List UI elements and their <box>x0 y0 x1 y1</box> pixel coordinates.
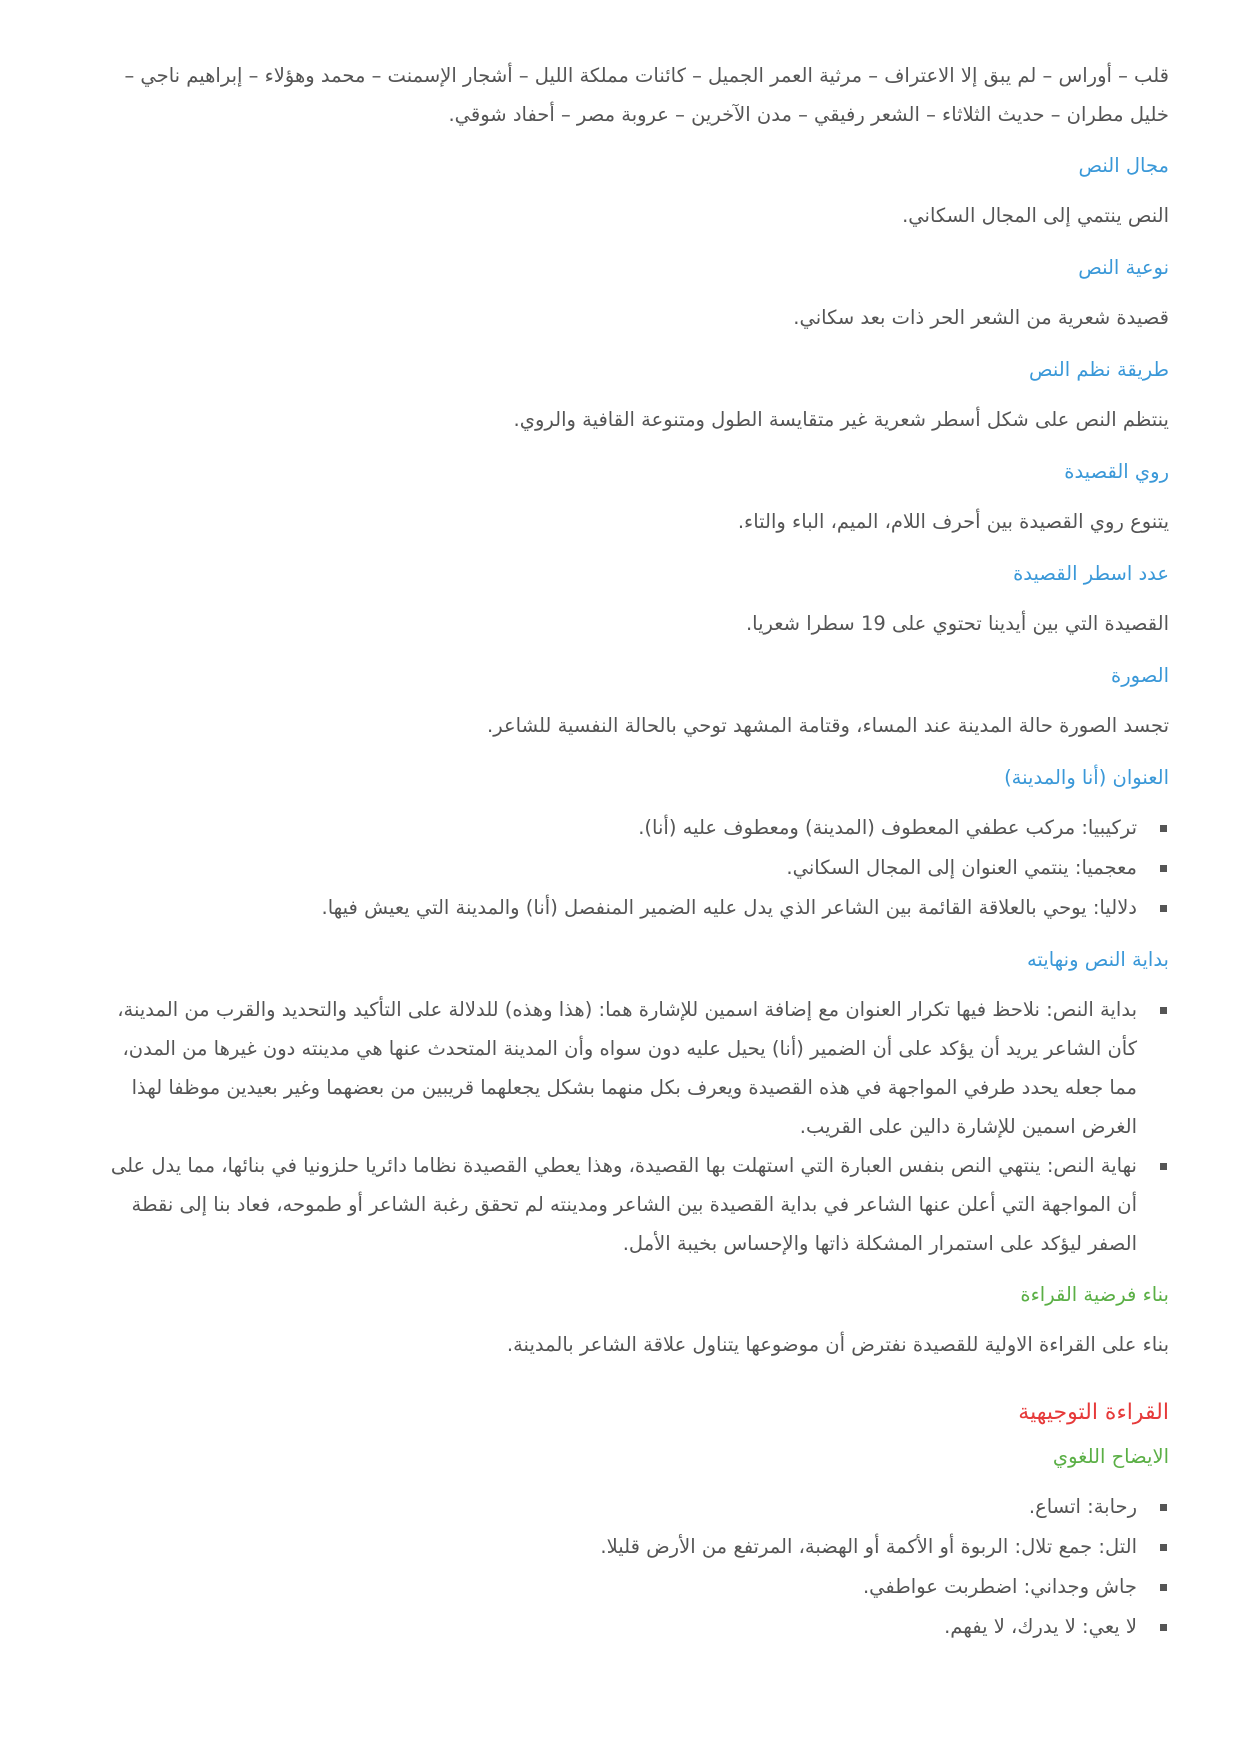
list-item <box>96 1487 1169 1527</box>
title-analysis-list <box>96 808 1169 928</box>
list-item <box>96 848 1169 888</box>
square-bullet-icon <box>1160 1584 1167 1591</box>
list-item-text: التل: جمع تلال: الربوة أو الأكمة أو الهضبة، المرتفع من الأرض قليلا. <box>600 1535 1137 1558</box>
guided-reading-heading: القراءة التوجيهية <box>1018 1400 1169 1425</box>
square-bullet-icon <box>1160 1624 1167 1631</box>
list-item <box>96 1146 1169 1263</box>
list-item-text: معجميا: ينتمي العنوان إلى المجال السكاني. <box>786 856 1137 879</box>
list-item <box>96 888 1169 928</box>
list-item-text: نهاية النص: ينتهي النص بنفس العبارة التي استهلت بها القصيدة، وهذا يعطي القصيدة نظاما دائريا حلزونيا في بنائها، مما يدل على أن المواجهة التي أعلن عنها الشاعر في بداية القصيدة بين الشاعر ومدينته لم تحقق رغبة الشاعر أو طموحه، فعاد بنا إلى نقطة الصفر ليؤكد على استمرار المشكلة ذاتها والإحساس بخيبة الأمل. <box>110 1154 1137 1255</box>
title-heading: العنوان (أنا والمدينة) <box>1004 766 1169 789</box>
list-item-text: جاش وجداني: اضطربت عواطفي. <box>862 1575 1137 1598</box>
list-item-text: بداية النص: نلاحظ فيها تكرار العنوان مع إضافة اسمين للإشارة هما: (هذا وهذه) للدلالة على التأكيد والتحديد والقرب من المدينة، كأن الشاعر يريد أن يؤكد على أن الضمير (أنا) يحيل عليه دون سواه وأن المدينة المتحدث عنها هي مدينته دون غيرها من المدن، مما جعله يحدد طرفي المواجهة في هذه القصيدة ويعرف بكل منهما بشكل يجعلهما قريبين من بعضهما وغير بعيدين موظفا لهذا الغرض اسمين للإشارة دالين على القريب. <box>117 998 1137 1138</box>
square-bullet-icon <box>1160 1544 1167 1551</box>
list-item-text: دلاليا: يوحي بالعلاقة القائمة بين الشاعر الذي يدل عليه الضمير المنفصل (أنا) والمدينة التي يعيش فيها. <box>321 896 1137 919</box>
image-heading: الصورة <box>1111 664 1169 687</box>
hypothesis-heading: بناء فرضية القراءة <box>1020 1283 1169 1306</box>
domain-text: النص ينتمي إلى المجال السكاني. <box>902 204 1169 227</box>
vocabulary-heading: الايضاح اللغوي <box>1052 1445 1169 1468</box>
square-bullet-icon <box>1160 1163 1167 1170</box>
square-bullet-icon <box>1160 1007 1167 1014</box>
list-item-text: تركيبيا: مركب عطفي المعطوف (المدينة) ومعطوف عليه (أنا). <box>638 816 1137 839</box>
image-text: تجسد الصورة حالة المدينة عند المساء، وقتامة المشهد توحي بالحالة النفسية للشاعر. <box>487 714 1169 737</box>
list-item <box>96 990 1169 1146</box>
start-end-heading: بداية النص ونهايته <box>1026 948 1169 971</box>
vocabulary-list <box>96 1487 1169 1647</box>
domain-heading: مجال النص <box>1078 154 1169 177</box>
square-bullet-icon <box>1160 825 1167 832</box>
square-bullet-icon <box>1160 1504 1167 1511</box>
lines-count-heading: عدد اسطر القصيدة <box>1013 562 1169 585</box>
list-item <box>96 1527 1169 1567</box>
start-end-list <box>96 990 1169 1263</box>
list-item-text: رحابة: اتساع. <box>1028 1495 1137 1518</box>
type-heading: نوعية النص <box>1078 256 1169 279</box>
rhyme-heading: روي القصيدة <box>1064 460 1169 483</box>
intro-paragraph: قلب – أوراس – لم يبق إلا الاعتراف – مرثية العمر الجميل – كائنات مملكة الليل – أشجار الإسمنت – محمد وهؤلاء – إبراهيم ناجي – خليل مطران – حديث الثلاثاء – الشعر رفيقي – مدن الآخرين – عروبة مصر – أحفاد شوقي. <box>124 64 1169 126</box>
structure-text: ينتظم النص على شكل أسطر شعرية غير متقايسة الطول ومتنوعة القافية والروي. <box>513 408 1169 431</box>
hypothesis-text: بناء على القراءة الاولية للقصيدة نفترض أن موضوعها يتناول علاقة الشاعر بالمدينة. <box>506 1333 1169 1356</box>
list-item <box>96 808 1169 848</box>
lines-count-text: القصيدة التي بين أيدينا تحتوي على 19 سطرا شعريا. <box>745 612 1169 635</box>
square-bullet-icon <box>1160 865 1167 872</box>
list-item-text: لا يعي: لا يدرك، لا يفهم. <box>944 1615 1137 1638</box>
rhyme-text: يتنوع روي القصيدة بين أحرف اللام، الميم، الباء والتاء. <box>737 510 1169 533</box>
list-item <box>96 1607 1169 1647</box>
list-item <box>96 1567 1169 1607</box>
structure-heading: طريقة نظم النص <box>1029 358 1169 381</box>
square-bullet-icon <box>1160 905 1167 912</box>
type-text: قصيدة شعرية من الشعر الحر ذات بعد سكاني. <box>793 306 1169 329</box>
